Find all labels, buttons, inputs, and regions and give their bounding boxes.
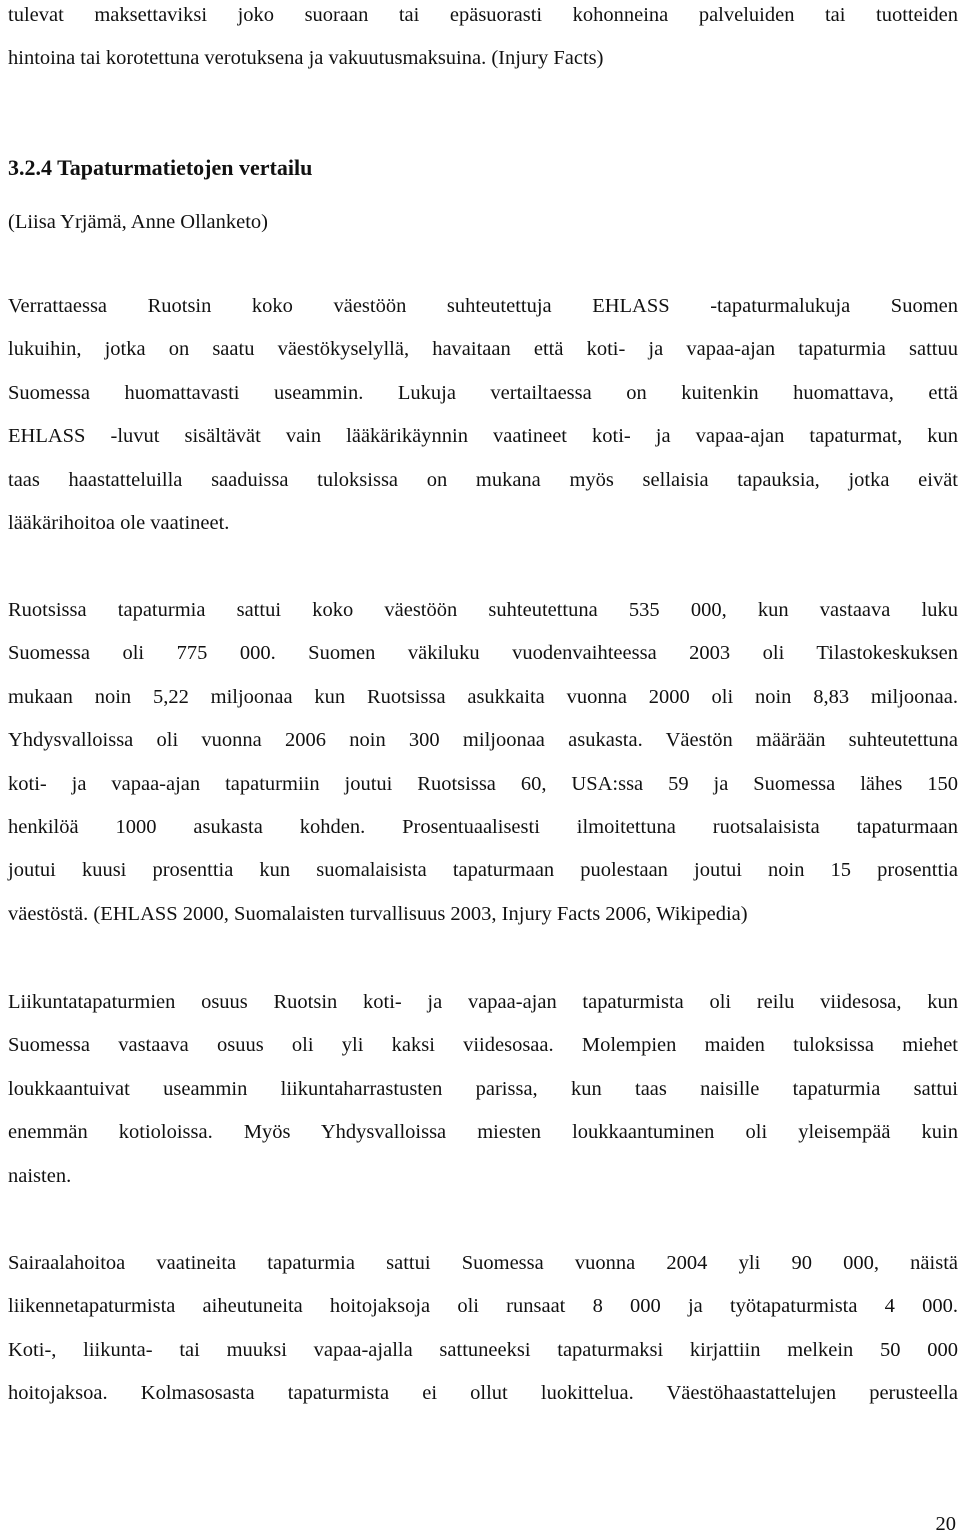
section-authors: (Liisa Yrjämä, Anne Ollanketo): [8, 211, 268, 233]
text-line: loukkaantuivat useammin liikuntaharrastusten parissa, kun taas naisille tapaturmia sattui: [8, 1077, 958, 1100]
text-line: mukaan noin 5,22 miljoonaa kun Ruotsissa asukkaita vuonna 2000 oli noin 8,83 miljoonaa.: [8, 685, 958, 708]
text-line: Ruotsissa tapaturmia sattui koko väestöön suhteutettuna 535 000, kun vastaava luku: [8, 599, 958, 621]
text-line: hintoina tai korotettuna verotuksena ja vakuutusmaksuina. (Injury Facts): [8, 47, 604, 70]
text-line: taas haastatteluilla saaduissa tuloksissa on mukana myös sellaisia tapauksia, jotka eivät: [8, 468, 958, 491]
paragraph-hospital-care: [8, 1242, 958, 1416]
text-line: liikennetapaturmista aiheutuneita hoitojaksoja oli runsaat 8 000 ja työtapaturmista 4 000.: [8, 1295, 958, 1318]
text-line: Suomessa huomattavasti useammin. Lukuja vertailtaessa on kuitenkin huomattava, että: [8, 381, 958, 404]
text-line: Verrattaessa Ruotsin koko väestöön suhteutettuja EHLASS -tapaturmalukuja Suomen: [8, 295, 958, 317]
text-line: enemmän kotioloissa. Myös Yhdysvalloissa miesten loukkaantuminen oli yleisempää kuin: [8, 1121, 958, 1144]
text-line: tulevat maksettaviksi joko suoraan tai epäsuorasti kohonneina palveluiden tai tuotteiden: [8, 4, 958, 26]
text-line: Suomessa oli 775 000. Suomen väkiluku vuodenvaihteessa 2003 oli Tilastokeskuksen: [8, 642, 958, 665]
intro-paragraph: [8, 0, 958, 81]
text-line: lääkärihoitoa ole vaatineet.: [8, 512, 230, 535]
text-line: EHLASS -luvut sisältävät vain lääkärikäynnin vaatineet koti- ja vapaa-ajan tapaturmat, kun: [8, 425, 958, 448]
page-number: 20: [935, 1513, 956, 1535]
paragraph-sports-injuries: [8, 981, 958, 1198]
text-line: naisten.: [8, 1164, 72, 1187]
text-line: Liikuntatapaturmien osuus Ruotsin koti- ja vapaa-ajan tapaturmista oli reilu viidesosa, kun: [8, 991, 958, 1013]
text-line: Suomessa vastaava osuus oli yli kaksi viidesosaa. Molempien maiden tuloksissa miehet: [8, 1034, 958, 1057]
text-line: joutui kuusi prosenttia kun suomalaisista tapaturmaan puolestaan joutui noin 15 prosenttia: [8, 859, 958, 882]
text-line: Koti-, liikunta- tai muuksi vapaa-ajalla sattuneeksi tapaturmaksi kirjattiin melkein 50 000: [8, 1338, 958, 1361]
section-heading: 3.2.4 Tapaturmatietojen vertailu: [8, 155, 313, 180]
text-line: henkilöä 1000 asukasta kohden. Prosentuaalisesti ilmoitettuna ruotsalaisista tapaturmaan: [8, 816, 958, 839]
text-line: koti- ja vapaa-ajan tapaturmiin joutui Ruotsissa 60, USA:ssa 59 ja Suomessa lähes 150: [8, 772, 958, 795]
text-line: hoitojaksoa. Kolmasosasta tapaturmista ei ollut luokittelua. Väestöhaastattelujen perusteella: [8, 1382, 958, 1405]
text-line: Sairaalahoitoa vaatineita tapaturmia sattui Suomessa vuonna 2004 yli 90 000, näistä: [8, 1252, 958, 1274]
text-line: lukuihin, jotka on saatu väestökyselyllä, havaitaan että koti- ja vapaa-ajan tapaturmia sattuu: [8, 338, 958, 361]
paragraph-comparison: [8, 285, 958, 545]
paragraph-statistics: [8, 589, 958, 936]
text-line: väestöstä. (EHLASS 2000, Suomalaisten turvallisuus 2003, Injury Facts 2006, Wikipedia): [8, 902, 748, 925]
text-line: Yhdysvalloissa oli vuonna 2006 noin 300 miljoonaa asukasta. Väestön määrään suhteutettuna: [8, 729, 958, 752]
